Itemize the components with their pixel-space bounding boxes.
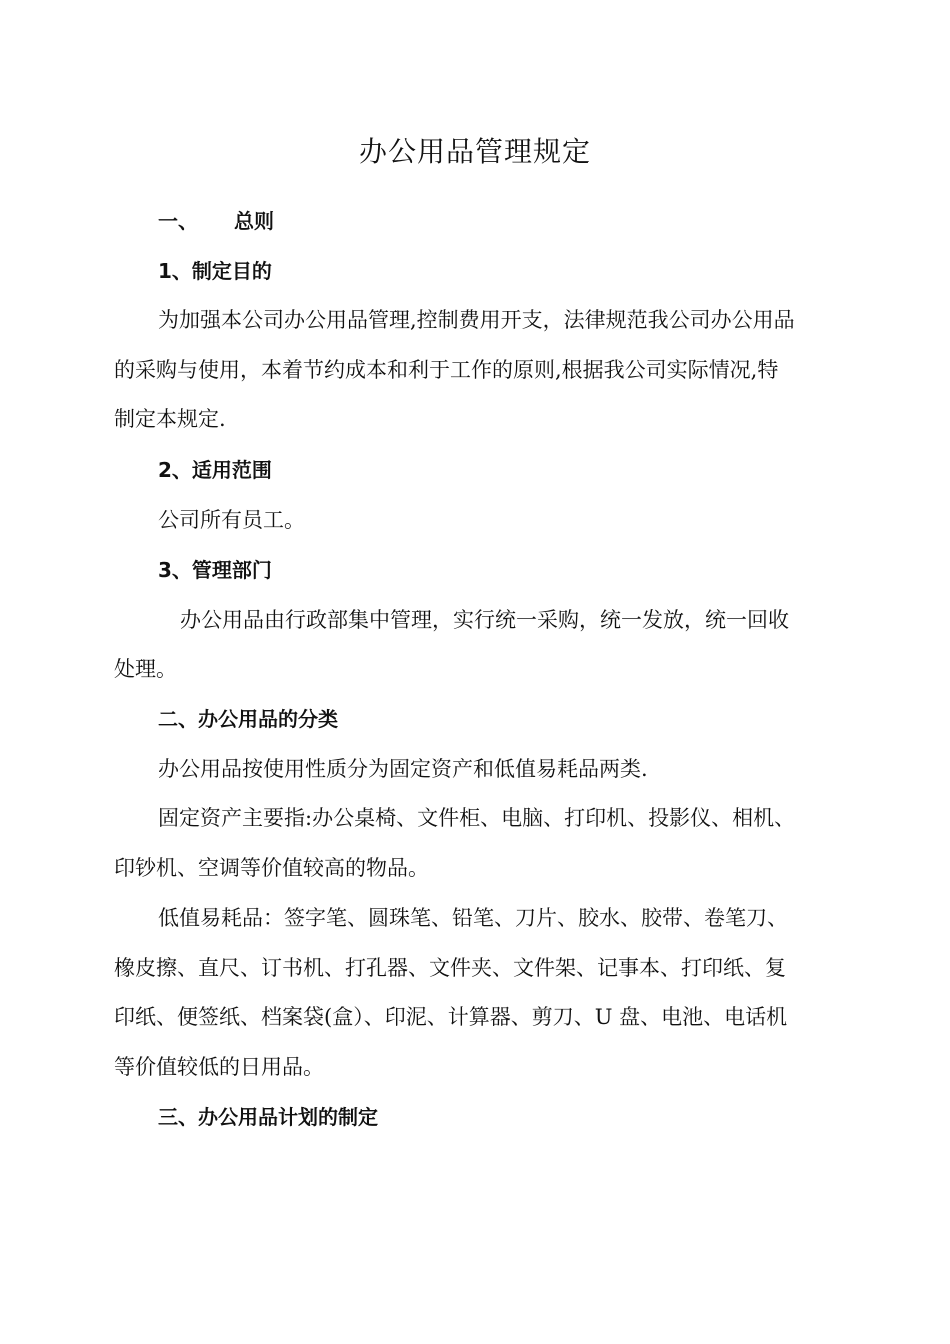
paragraph-line: 橡皮擦、直尺、订书机、打孔器、文件夹、文件架、记事本、打印纸、复 [114, 956, 786, 980]
section-number: 一、 [158, 209, 198, 233]
paragraph-line: 低值易耗品：签字笔、圆珠笔、铅笔、刀片、胶水、胶带、卷笔刀、 [158, 906, 788, 930]
document-title: 办公用品管理规定 [358, 135, 591, 168]
paragraph-line: 为加强本公司办公用品管理,控制费用开支，法律规范我公司办公用品 [158, 308, 795, 332]
subheading-scope: 2、适用范围 [158, 458, 272, 482]
paragraph-line: 固定资产主要指:办公桌椅、文件柜、电脑、打印机、投影仪、相机、 [158, 806, 796, 830]
paragraph-line: 印纸、便签纸、档案袋(盒）、印泥、计算器、剪刀、U 盘、电池、电话机 [114, 1005, 788, 1029]
paragraph-line: 办公用品按使用性质分为固定资产和低值易耗品两类. [158, 757, 648, 781]
paragraph-line: 处理。 [114, 657, 177, 681]
paragraph-line: 等价值较低的日用品。 [114, 1055, 324, 1079]
section-heading-classification: 二、办公用品的分类 [158, 707, 338, 731]
section-heading-planning: 三、办公用品计划的制定 [158, 1105, 378, 1129]
subheading-purpose: 1、制定目的 [158, 259, 272, 283]
paragraph-line: 公司所有员工。 [158, 508, 305, 532]
paragraph-line: 办公用品由行政部集中管理，实行统一采购，统一发放，统一回收 [180, 608, 789, 632]
paragraph-line: 的采购与使用，本着节约成本和利于工作的原则,根据我公司实际情况,特 [114, 358, 779, 382]
paragraph-line: 印钞机、空调等价值较高的物品。 [114, 856, 429, 880]
subheading-department: 3、管理部门 [158, 558, 272, 582]
paragraph-line: 制定本规定. [114, 407, 226, 431]
section-title: 总则 [234, 209, 274, 233]
section-heading-general [158, 207, 274, 235]
